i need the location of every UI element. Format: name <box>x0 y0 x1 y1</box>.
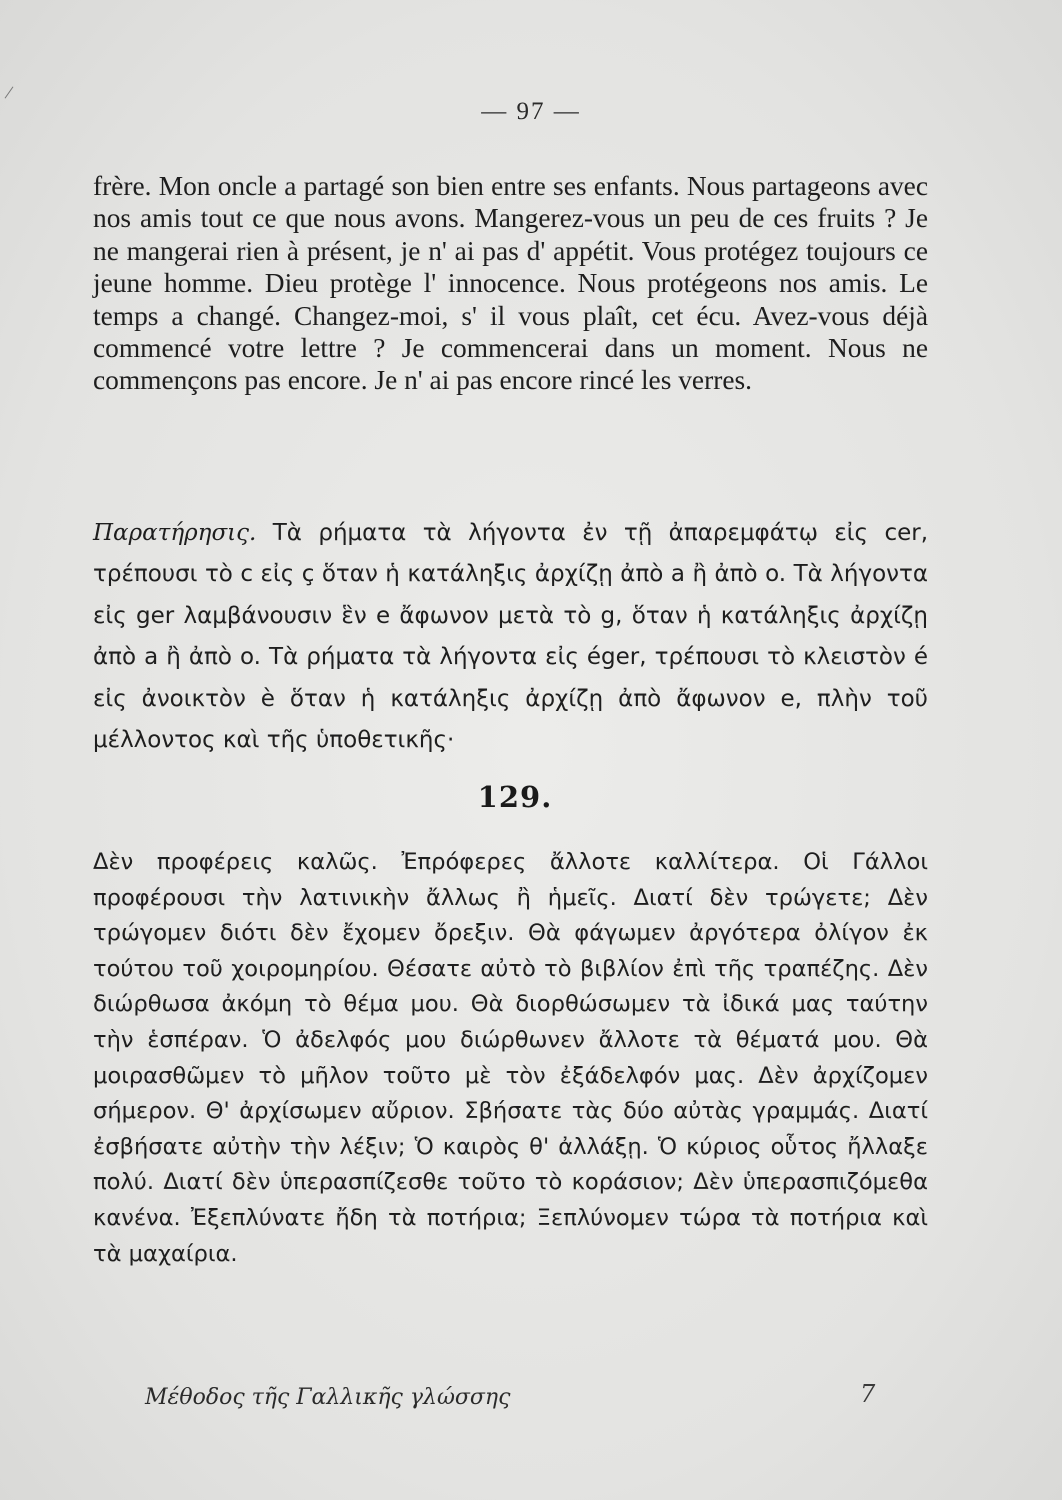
note-text: Τὰ ρήματα τὰ λήγοντα ἐν τῇ ἀπαρεμφάτῳ εἰς cer, τρέπουσι τὸ c εἰς ç ὅταν ἡ κατάληξις ἀρχίζῃ ἀπὸ a ἢ ἀπὸ o. Τὰ λήγοντα εἰς ger λαμβάνουσιν ἓν e ἄφωνον μετὰ τὸ g, ὅταν ἡ κατάληξις ἀρχίζῃ ἀπὸ a ἢ ἀπὸ o. Τὰ ρήματα τὰ λήγοντα εἰς éger, τρέπουσι τὸ κλειστὸν é εἰς ἀνοικτὸν è ὅταν ἡ κατάληξις ἀρχίζῃ ἀπὸ ἄφωνον e, πλὴν τοῦ μέλλοντος καὶ τῆς ὑποθετικῆς· <box>93 520 929 754</box>
greek-exercise-paragraph: Δὲν προφέρεις καλῶς. Ἐπρόφερες ἄλλοτε καλλίτερα. Οἱ Γάλλοι προφέρουσι τὴν λατινικὴν ἄλλως ἢ ἡμεῖς. Διατί δὲν τρώγετε; Δὲν τρώγομεν διότι δὲν ἔχομεν ὄρεξιν. Θὰ φάγωμεν ἀργότερα ὀλίγον ἐκ τούτου τοῦ χοιρομηρίου. Θέσατε αὐτὸ τὸ βιβλίον ἐπὶ τῆς τραπέζης. Δὲν διώρθωσα ἀκόμη τὸ θέμα μου. Θὰ διορθώσωμεν τὰ ἰδικά μας ταύτην τὴν ἑσπέραν. Ὁ ἀδελφός μου διώρθωνεν ἄλλοτε τὰ θέματά μου. Θὰ μοιρασθῶμεν τὸ μῆλον τοῦτο μὲ τὸν ἐξάδελφόν μας. Δὲν ἀρχίζομεν σήμερον. Θ' ἀρχίσωμεν αὔριον. Σβήσατε τὰς δύο αὐτὰς γραμμάς. Διατί ἐσβήσατε αὐτὴν τὴν λέξιν; Ὁ καιρὸς θ' ἀλλάξῃ. Ὁ κύριος οὗτος ἤλλαξε πολύ. Διατί δὲν ὑπερασπίζεσθε τοῦτο τὸ κοράσιον; Δὲν ὑπερασπιζόμεθα κανένα. Ἐξεπλύνατε ἤδη τὰ ποτήρια; Ξεπλύνομεν τώρα τὰ ποτήρια καὶ τὰ μαχαίρια. <box>93 849 928 1267</box>
margin-pencil-mark <box>5 86 14 98</box>
footer-book-title: Μέθοδος τῆς Γαλλικῆς γλώσσης <box>145 1385 511 1410</box>
signature-mark: 7 <box>860 1380 876 1408</box>
page-number: — 97 — <box>481 98 581 125</box>
note-label: Παρατήρησις. <box>93 520 257 546</box>
section-number: 129. <box>477 780 553 814</box>
french-exercise-paragraph: frère. Mon oncle a partagé son bien entre ses enfants. Nous partageons avec nos amis tout ce que nous avons. Mangerez-vous un peu de ces fruits ? Je ne mangerai rien à présent, je n' ai pas d' appétit. Vous protégez toujours ce jeune homme. Dieu protège l' innocence. Nous protégeons nos amis. Le temps a changé. Changez-moi, s' il vous plaît, cet écu. Avez-vous déjà commencé votre lettre ? Je commencerai dans un moment. Nous ne commençons pas encore. Je n' ai pas encore rincé les verres. <box>93 171 928 396</box>
grammar-note <box>93 513 928 761</box>
